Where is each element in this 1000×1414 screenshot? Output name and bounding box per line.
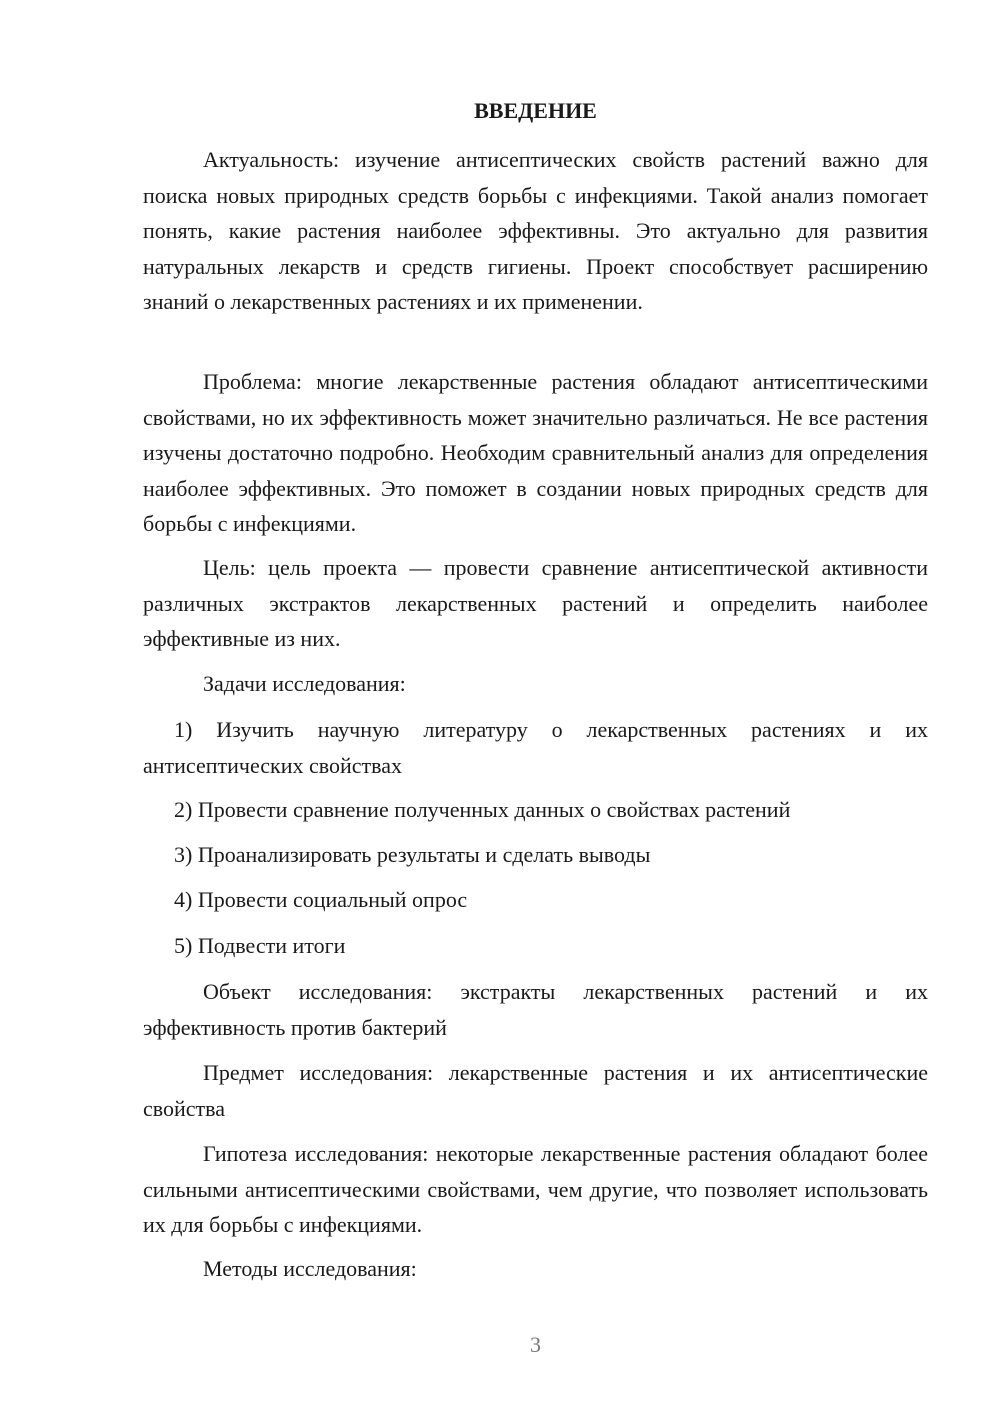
methods-heading: Методы исследования: xyxy=(203,1256,417,1281)
task-item: 5) Подвести итоги xyxy=(174,933,346,958)
problem-paragraph: Проблема: многие лекарственные растения обладают антисептическими свойствами, но их эффективность может значительно различаться. Не все растения изучены достаточно подробно. Необходим сравнительный анализ для определения наиболее эффективных. Это поможет в создании новых природных средств для борьбы с инфекциями. xyxy=(143,369,928,536)
tasks-heading: Задачи исследования: xyxy=(203,671,406,696)
document-page xyxy=(143,0,928,1414)
page-number: 3 xyxy=(530,1332,541,1357)
task-item: 1) Изучить научную литературу о лекарственных растениях и их антисептических свойствах xyxy=(143,717,928,778)
task-item: 4) Провести социальный опрос xyxy=(174,887,468,912)
page-title: ВВЕДЕНИЕ xyxy=(474,98,597,123)
subject-paragraph: Предмет исследования: лекарственные растения и их антисептические свойства xyxy=(143,1060,928,1121)
hypothesis-paragraph: Гипотеза исследования: некоторые лекарственные растения обладают более сильными антисептическими свойствами, чем другие, что позволяет использовать их для борьбы с инфекциями. xyxy=(143,1141,928,1237)
task-item: 3) Проанализировать результаты и сделать выводы xyxy=(174,842,651,867)
relevance-paragraph: Актуальность: изучение антисептических свойств растений важно для поиска новых природных средств борьбы с инфекциями. Такой анализ помогает понять, какие растения наиболее эффективны. Это актуально для развития натуральных лекарств и средств гигиены. Проект способствует расширению знаний о лекарственных растениях и их применении. xyxy=(143,147,928,314)
task-item: 2) Провести сравнение полученных данных о свойствах растений xyxy=(174,797,791,822)
object-paragraph: Объект исследования: экстракты лекарственных растений и их эффективность против бактерий xyxy=(143,979,928,1040)
goal-paragraph: Цель: цель проекта — провести сравнение антисептической активности различных экстрактов лекарственных растений и определить наиболее эффективные из них. xyxy=(143,555,928,651)
